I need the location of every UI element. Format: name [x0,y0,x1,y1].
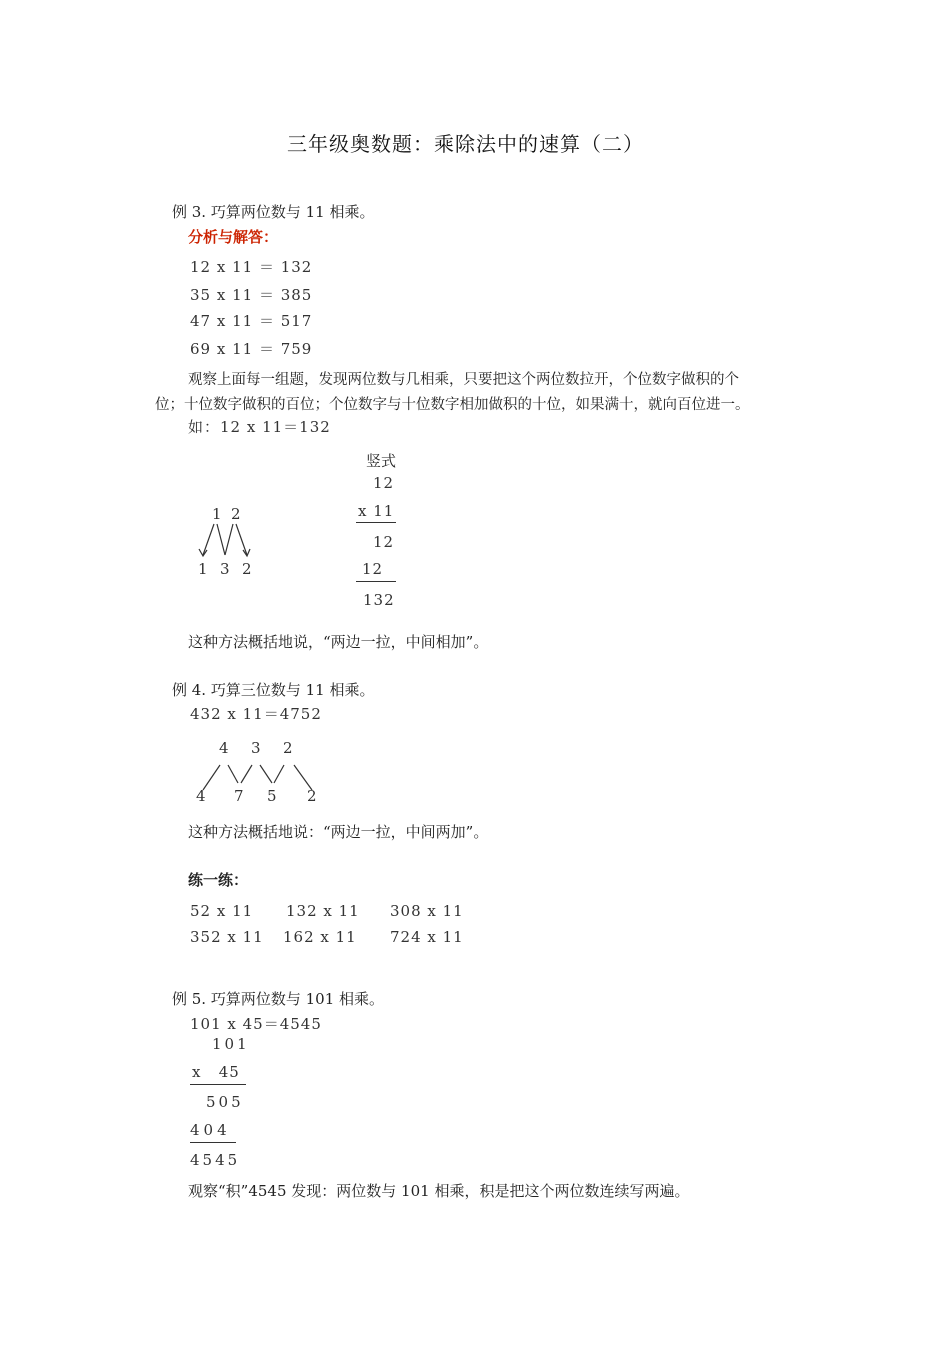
example-equation: 如：12 x 11＝132 [188,418,331,436]
practice-item-2: 132 x 11 [286,902,360,920]
vertical-result: 132 [363,591,395,609]
example-4-equation: 432 x 11＝4752 [190,705,322,723]
example-5-heading: 例 5. 巧算两位数与 101 相乘。 [172,990,385,1008]
bottom-digit-1: 4 [196,787,207,805]
ex5-vertical-line-2: x 45 [192,1063,240,1081]
example-4-summary: 这种方法概括地说：“两边一拉，中间两加”。 [188,823,489,841]
ex5-vertical-line-3: 505 [206,1093,244,1111]
vertical-line-3: 12 [373,533,395,551]
equation-3: 47 x 11 ＝ 517 [190,312,313,330]
example-3-heading: 例 3. 巧算两位数与 11 相乘。 [172,203,375,221]
split-bottom-digit-3: 2 [242,560,253,578]
split-bottom-digit-2: 3 [220,560,231,578]
split-top-digit-1: 1 [212,505,223,523]
ex5-vertical-line-4: 404 [190,1121,231,1139]
split-bottom-digit-1: 1 [198,560,209,578]
split-top-digit-2: 2 [231,505,242,523]
equation-1: 12 x 11 ＝ 132 [190,258,313,276]
vertical-label: 竖式 [366,452,397,470]
analysis-label: 分析与解答： [188,228,279,246]
practice-item-1: 52 x 11 [190,902,254,920]
ex5-vertical-result: 4545 [190,1151,241,1169]
top-digit-3: 2 [283,739,294,757]
top-digit-2: 3 [251,739,262,757]
example-4-heading: 例 4. 巧算三位数与 11 相乘。 [172,681,375,699]
observation-line-1: 观察上面每一组题，发现两位数与几相乘，只要把这个两位数拉开，个位数字做积的个 [188,372,739,388]
vertical-line-1: 12 [373,474,395,492]
bottom-digit-4: 2 [307,787,318,805]
vertical-line-4: 12 [362,560,384,578]
practice-label: 练一练： [188,871,249,889]
observation-line-2: 位；十位数字做积的百位；个位数字与十位数字相加做积的十位，如果满十，就向百位进一。 [155,397,750,413]
equation-2: 35 x 11 ＝ 385 [190,286,313,304]
bottom-digit-2: 7 [234,787,245,805]
equation-4: 69 x 11 ＝ 759 [190,340,313,358]
ex5-vertical-rule-1 [190,1084,246,1085]
example-5-summary: 观察“积”4545 发现：两位数与 101 相乘，积是把这个两位数连续写两遍。 [188,1182,690,1200]
top-digit-1: 4 [219,739,230,757]
example-3-summary: 这种方法概括地说，“两边一拉，中间相加”。 [188,633,489,651]
practice-item-4: 352 x 11 [190,928,264,946]
page-title: 三年级奥数题：乘除法中的速算（二） [287,132,644,156]
practice-item-6: 724 x 11 [390,928,464,946]
practice-item-3: 308 x 11 [390,902,464,920]
vertical-rule-1 [356,522,396,523]
practice-item-5: 162 x 11 [283,928,357,946]
vertical-line-2: x 11 [358,502,395,520]
ex5-vertical-rule-2 [190,1142,236,1143]
vertical-rule-2 [356,581,396,582]
bottom-digit-3: 5 [267,787,278,805]
ex5-vertical-line-1: 101 [212,1035,250,1053]
example-5-equation: 101 x 45＝4545 [190,1015,322,1033]
